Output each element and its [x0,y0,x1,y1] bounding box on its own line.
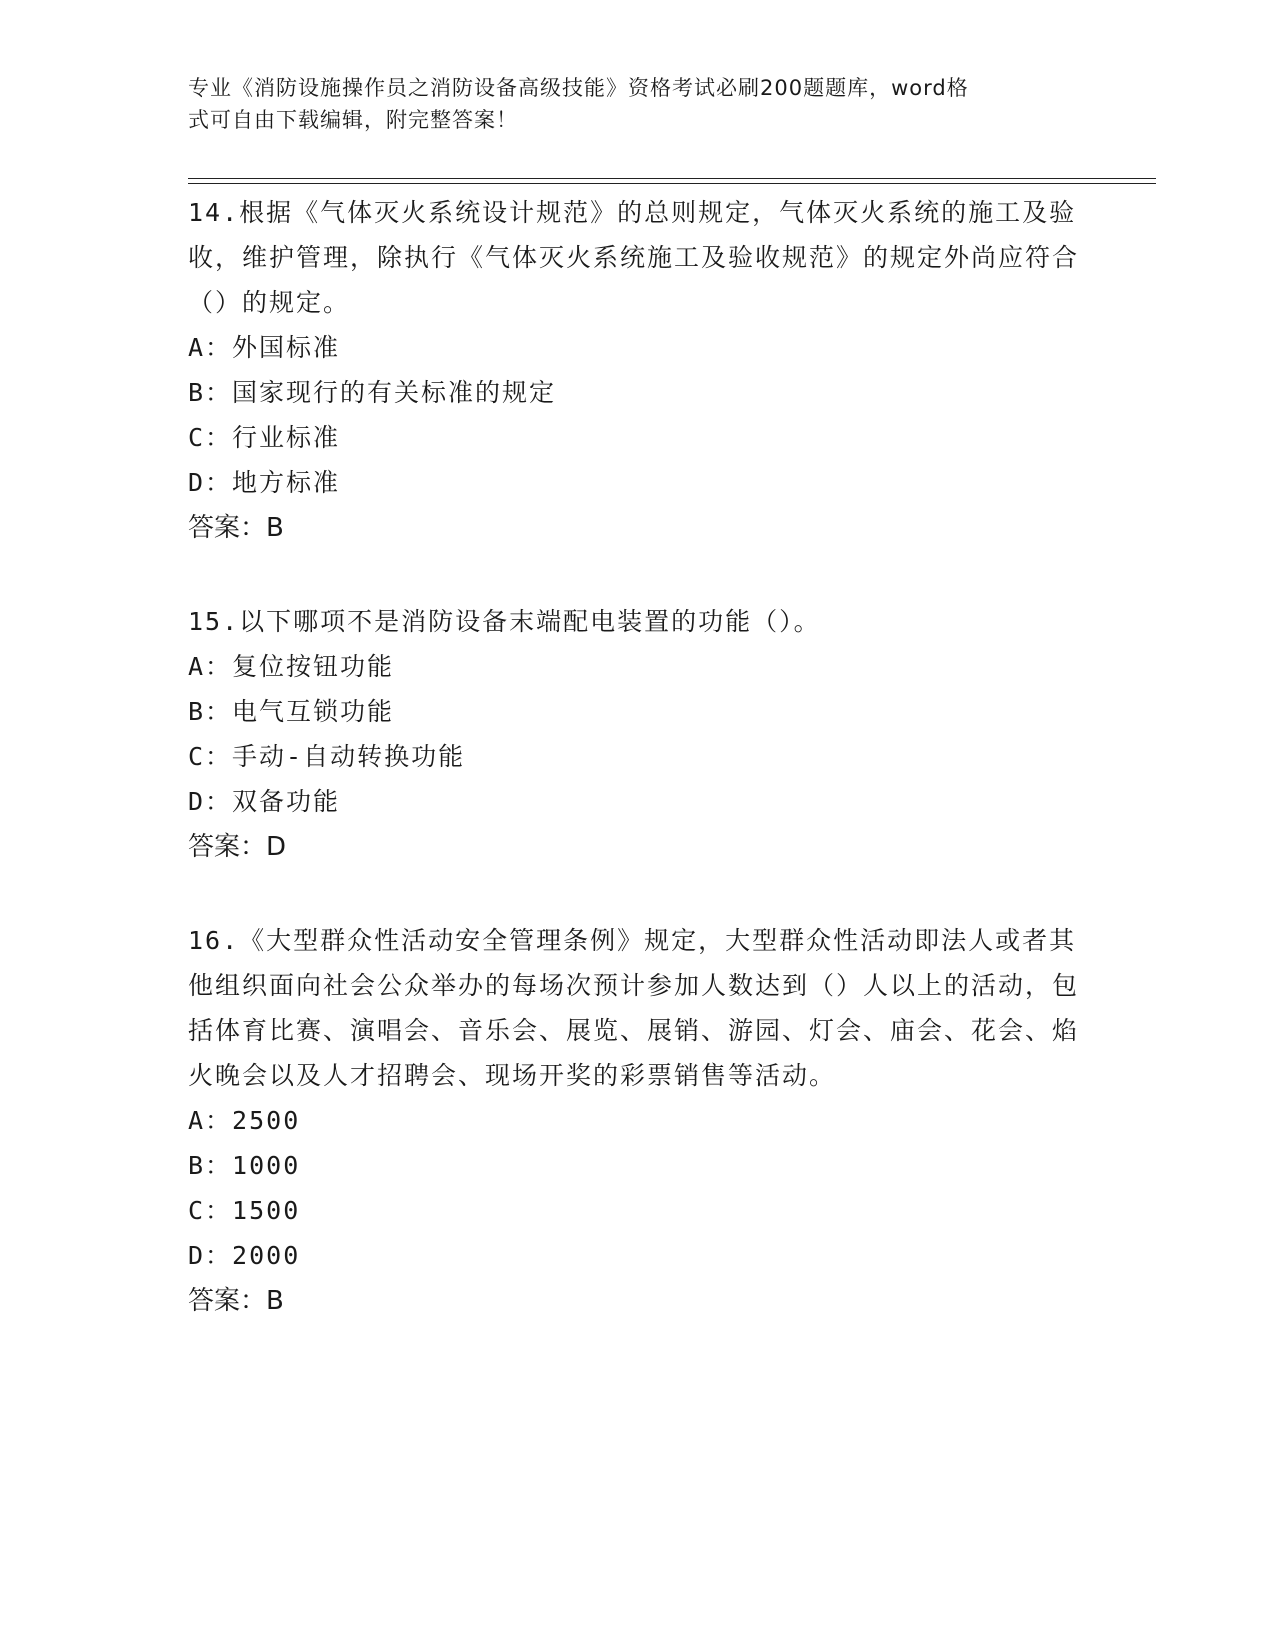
question-16 [188,918,1088,1324]
document-header [188,72,1068,136]
question-text: 14.根据《气体灭火系统设计规范》的总则规定，气体灭火系统的施工及验收，维护管理，除执行《气体灭火系统施工及验收规范》的规定外尚应符合（）的规定。 [188,198,1080,317]
option-d: D：2000 [188,1241,301,1270]
answer: 答案：B [188,1286,284,1316]
option-c: C：行业标准 [188,423,341,452]
option-c: C：1500 [188,1196,301,1225]
option-a: A：复位按钮功能 [188,652,395,681]
option-b: B：国家现行的有关标准的规定 [188,378,557,407]
question-text: 15.以下哪项不是消防设备末端配电装置的功能（）。 [188,607,821,636]
option-d: D：双备功能 [188,787,341,816]
header-line-2: 式可自由下载编辑，附完整答案！ [188,108,518,132]
option-b: B：1000 [188,1151,301,1180]
answer: 答案：D [188,832,287,862]
option-b: B：电气互锁功能 [188,697,395,726]
option-c: C：手动-自动转换功能 [188,742,466,771]
option-a: A：外国标准 [188,333,341,362]
header-divider-top [188,178,1156,179]
answer: 答案：B [188,513,284,543]
header-divider-bottom [188,183,1156,184]
question-15 [188,599,1088,870]
question-text: 16.《大型群众性活动安全管理条例》规定，大型群众性活动即法人或者其他组织面向社会公众举办的每场次预计参加人数达到（）人以上的活动，包括体育比赛、演唱会、音乐会、展览、展销、游园、灯会、庙会、花会、焰火晚会以及人才招聘会、现场开奖的彩票销售等活动。 [188,926,1080,1090]
option-d: D：地方标准 [188,468,341,497]
option-a: A：2500 [188,1106,301,1135]
question-14 [188,190,1088,551]
question-list [188,190,1088,1372]
header-line-1: 专业《消防设施操作员之消防设备高级技能》资格考试必刷200题题库，word格 [188,76,969,100]
